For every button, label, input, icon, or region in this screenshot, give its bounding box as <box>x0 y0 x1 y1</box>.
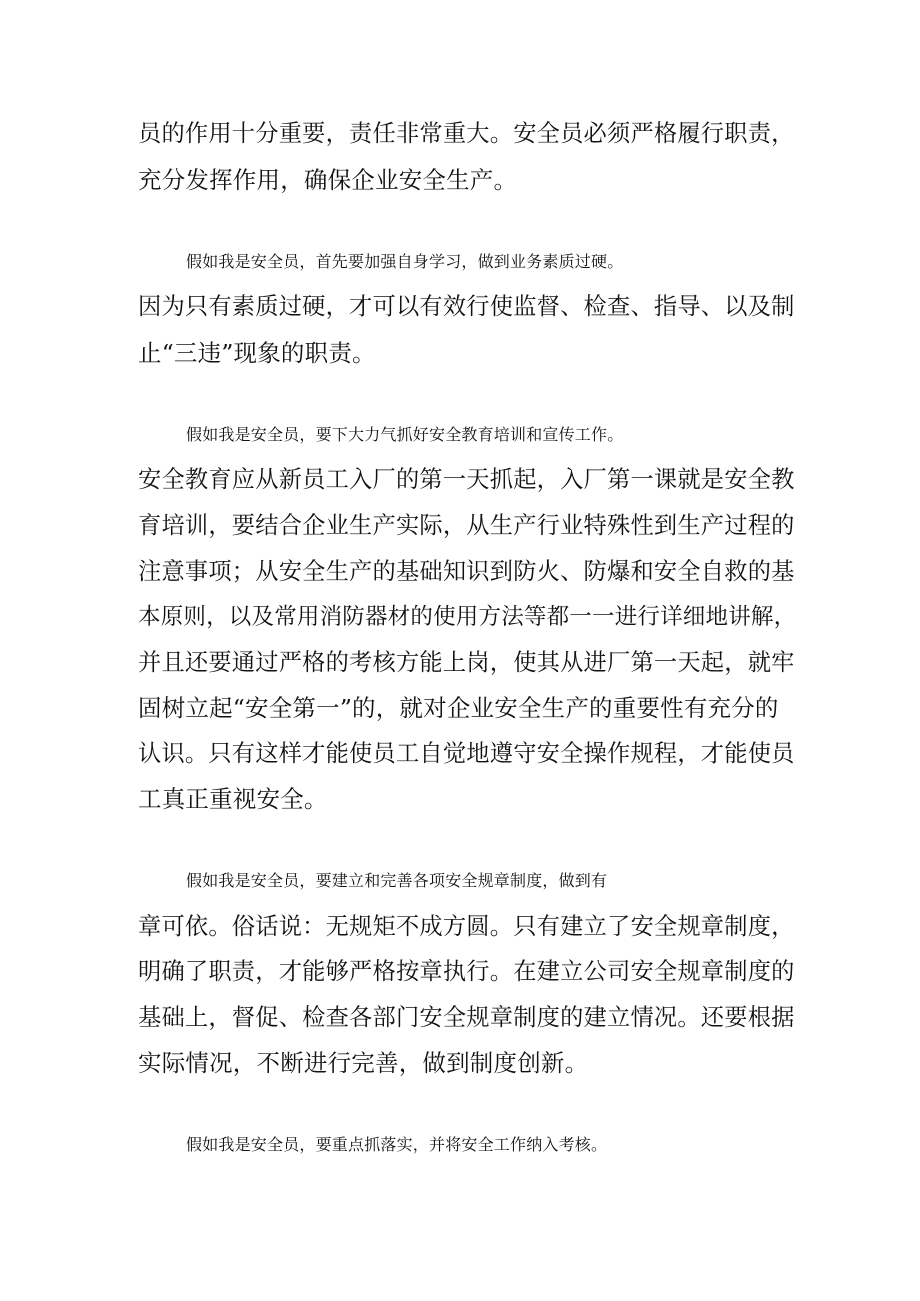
paragraph-4-line-4: 基础上，督促、检查各部门安全规章制度的建立情况。还要根据 <box>138 1004 795 1031</box>
paragraph-3-line-8: 认识。只有这样才能使员工自觉地遵守安全操作规程，才能使员 <box>138 740 795 767</box>
paragraph-3-line-6: 并且还要通过严格的考核方能上岗，使其从进厂第一天起，就牢 <box>138 649 795 676</box>
paragraph-3-line-3: 育培训，要结合企业生产实际，从生产行业特殊性到生产过程的 <box>138 512 795 539</box>
paragraph-2-line-1: 假如我是安全员，首先要加强自身学习，做到业务素质过硬。 <box>186 252 624 271</box>
paragraph-2-line-2: 因为只有素质过硬，才可以有效行使监督、检查、指导、以及制 <box>138 293 795 320</box>
paragraph-3-line-1: 假如我是安全员，要下大力气抓好安全教育培训和宣传工作。 <box>186 425 624 444</box>
paragraph-5-line-1: 假如我是安全员，要重点抓落实，并将安全工作纳入考核。 <box>186 1135 608 1154</box>
paragraph-3-line-9: 工真正重视安全。 <box>138 785 328 813</box>
paragraph-4-line-1: 假如我是安全员，要建立和完善各项安全规章制度，做到有 <box>186 871 608 890</box>
paragraph-3-line-7: 固树立起“安全第一”的，就对企业安全生产的重要性有充分的 <box>138 694 779 722</box>
paragraph-4-line-3: 明确了职责，才能够严格按章执行。在建立公司安全规章制度的 <box>138 958 795 985</box>
paragraph-4-line-5: 实际情况，不断进行完善，做到制度创新。 <box>138 1049 589 1077</box>
paragraph-4-line-2: 章可依。俗话说：无规矩不成方圆。只有建立了安全规章制度， <box>138 913 795 940</box>
paragraph-2-line-3: 止“三违”现象的职责。 <box>138 339 376 367</box>
paragraph-3-line-4: 注意事项；从安全生产的基础知识到防火、防爆和安全自救的基 <box>138 558 795 585</box>
paragraph-3-line-5: 本原则，以及常用消防器材的使用方法等都一一进行详细地讲解， <box>138 604 797 630</box>
paragraph-1-line-1: 员的作用十分重要，责任非常重大。安全员必须严格履行职责， <box>138 120 795 147</box>
paragraph-3-line-2: 安全教育应从新员工入厂的第一天抓起，入厂第一课就是安全教 <box>138 466 795 493</box>
paragraph-1-line-2: 充分发挥作用，确保企业安全生产。 <box>138 166 518 194</box>
